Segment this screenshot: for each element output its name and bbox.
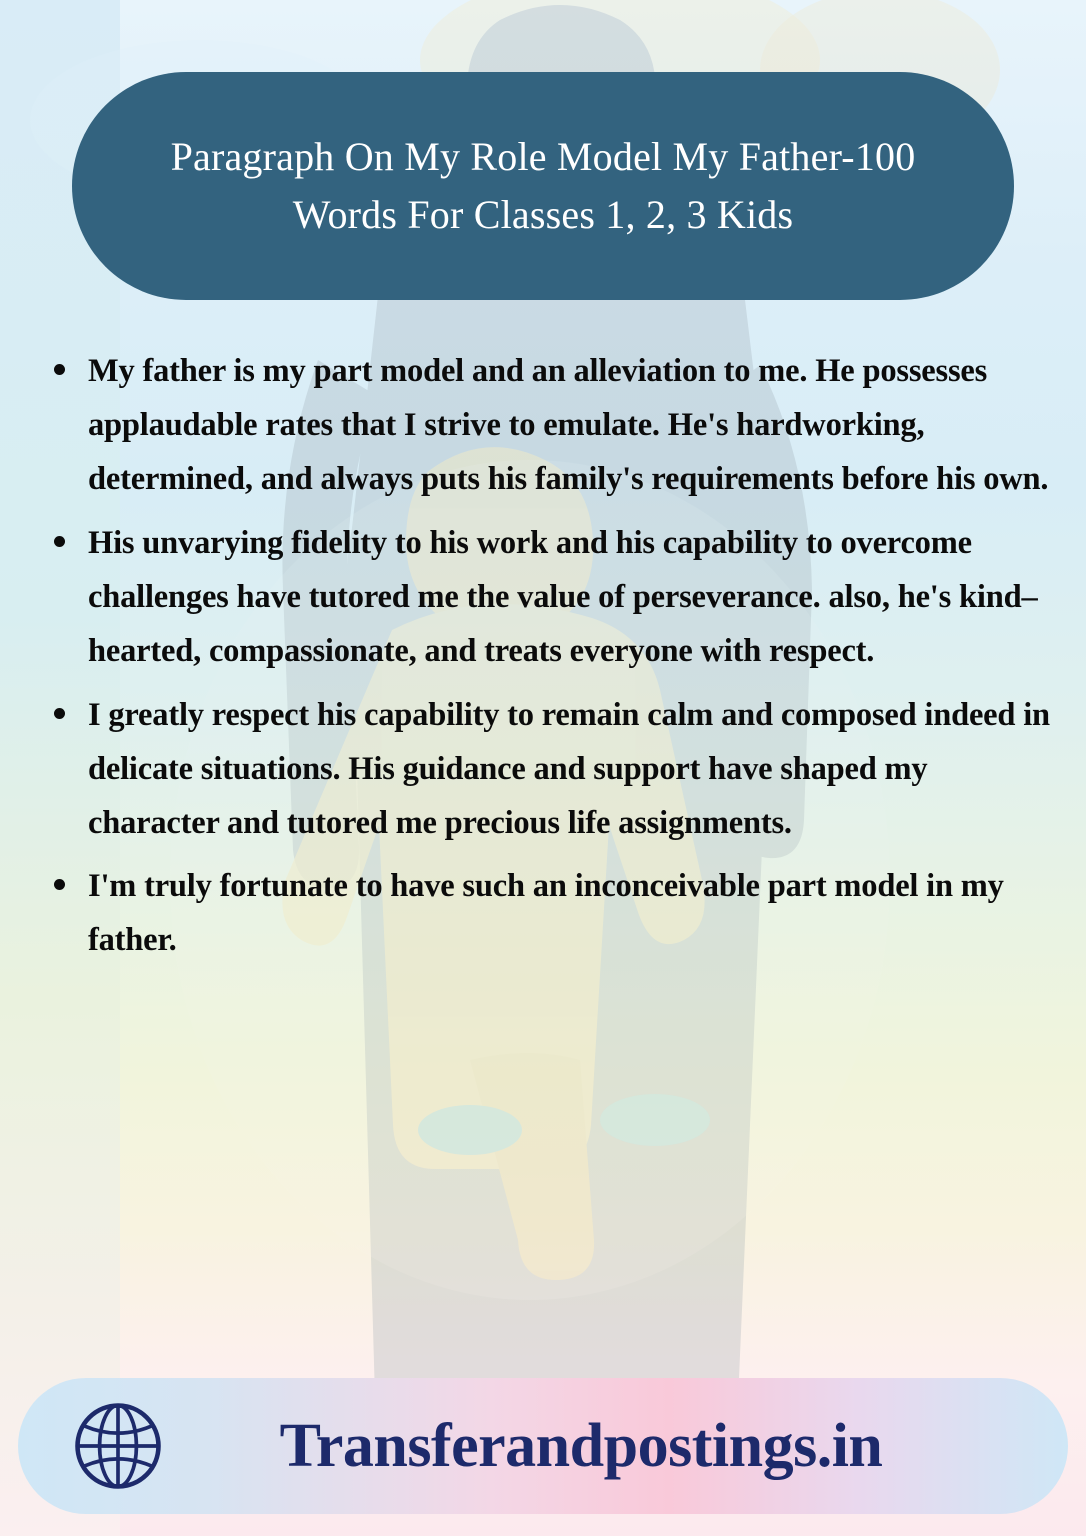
page-title: Paragraph On My Role Model My Father-100 Words For Classes 1, 2, 3 Kids xyxy=(170,134,916,237)
title-banner xyxy=(72,72,1014,300)
list-item-text: I'm truly fortunate to have such an inconceivable part model in my father. xyxy=(88,868,1004,959)
content-area xyxy=(0,345,1086,978)
footer-bar xyxy=(18,1378,1068,1514)
bullet-dot-icon xyxy=(54,536,65,547)
bullet-dot-icon xyxy=(54,364,65,375)
list-item-text: His unvarying fidelity to his work and his capability to overcome challenges have tutored me the value of perseverance. also, he's kind– hearted, compassionate, and treats everyone with respect. xyxy=(88,524,1038,669)
site-name: Transferandpostings.in xyxy=(279,1411,883,1480)
list-item xyxy=(26,345,1052,507)
list-item xyxy=(26,860,1052,968)
list-item-text: I greatly respect his capability to remain calm and composed indeed in delicate situations. His guidance and support have shaped my character and tutored me precious life assignments. xyxy=(88,696,1050,841)
list-item-text: My father is my part model and an alleviation to me. He possesses applaudable rates that I strive to emulate. He's hardworking, determined, and always puts his family's requirements before his own. xyxy=(88,353,1049,497)
list-item xyxy=(26,689,1052,851)
bullet-dot-icon xyxy=(54,708,65,719)
paragraph-list xyxy=(26,345,1052,968)
bullet-dot-icon xyxy=(54,879,65,890)
list-item xyxy=(26,517,1052,679)
globe-icon xyxy=(72,1400,164,1492)
